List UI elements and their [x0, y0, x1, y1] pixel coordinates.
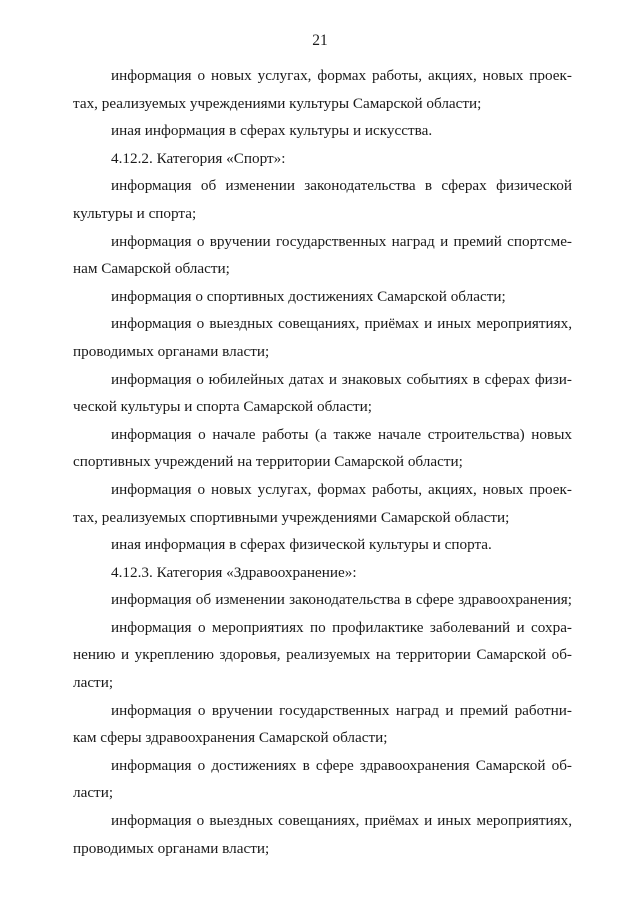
- text-line: информация о вручении государственных наград и премий спортсме-: [111, 232, 572, 250]
- text-line: 4.12.3. Категория «Здравоохранение»:: [111, 563, 357, 581]
- text-line: 4.12.2. Категория «Спорт»:: [111, 149, 286, 167]
- text-line: спортивных учреждений на территории Самарской области;: [73, 453, 463, 471]
- document-body: [73, 62, 572, 862]
- text-line: информация о выездных совещаниях, приёмах и иных мероприятиях,: [111, 315, 572, 333]
- text-line: информация о спортивных достижениях Самарской области;: [111, 287, 506, 305]
- text-line: информация о достижениях в сфере здравоохранения Самарской об-: [111, 756, 572, 774]
- text-line: информация о начале работы (а также начале строительства) новых: [111, 425, 572, 443]
- text-line: проводимых органами власти;: [73, 342, 270, 360]
- text-line: ласти;: [73, 674, 114, 692]
- text-line: иная информация в сферах физической культуры и спорта.: [111, 536, 492, 554]
- text-line: информация о мероприятиях по профилактике заболеваний и сохра-: [111, 618, 572, 636]
- text-line: информация о новых услугах, формах работы, акциях, новых проек-: [111, 67, 572, 84]
- text-line: информация о выездных совещаниях, приёмах и иных мероприятиях,: [111, 812, 572, 830]
- text-line: тах, реализуемых учреждениями культуры Самарской области;: [73, 94, 482, 112]
- text-line: информация о вручении государственных наград и премий работни-: [111, 701, 572, 719]
- text-line: ласти;: [73, 784, 114, 802]
- text-line: нам Самарской области;: [73, 260, 230, 278]
- text-line: тах, реализуемых спортивными учреждениями Самарской области;: [73, 508, 510, 526]
- text-line: культуры и спорта;: [73, 204, 197, 222]
- text-line: информация об изменении законодательства в сферах физической: [111, 177, 572, 195]
- text-line: иная информация в сферах культуры и искусства.: [111, 122, 433, 140]
- text-line: информация о новых услугах, формах работы, акциях, новых проек-: [111, 480, 572, 498]
- text-line: проводимых органами власти;: [73, 839, 270, 857]
- text-line: информация о юбилейных датах и знаковых событиях в сферах физи-: [111, 370, 572, 388]
- text-line: нению и укреплению здоровья, реализуемых на территории Самарской об-: [73, 646, 572, 664]
- text-line: ческой культуры и спорта Самарской области;: [73, 398, 372, 416]
- text-line: кам сферы здравоохранения Самарской области;: [73, 729, 388, 747]
- text-line: информация об изменении законодательства в сфере здравоохранения;: [111, 591, 572, 609]
- page-number: 21: [312, 32, 328, 49]
